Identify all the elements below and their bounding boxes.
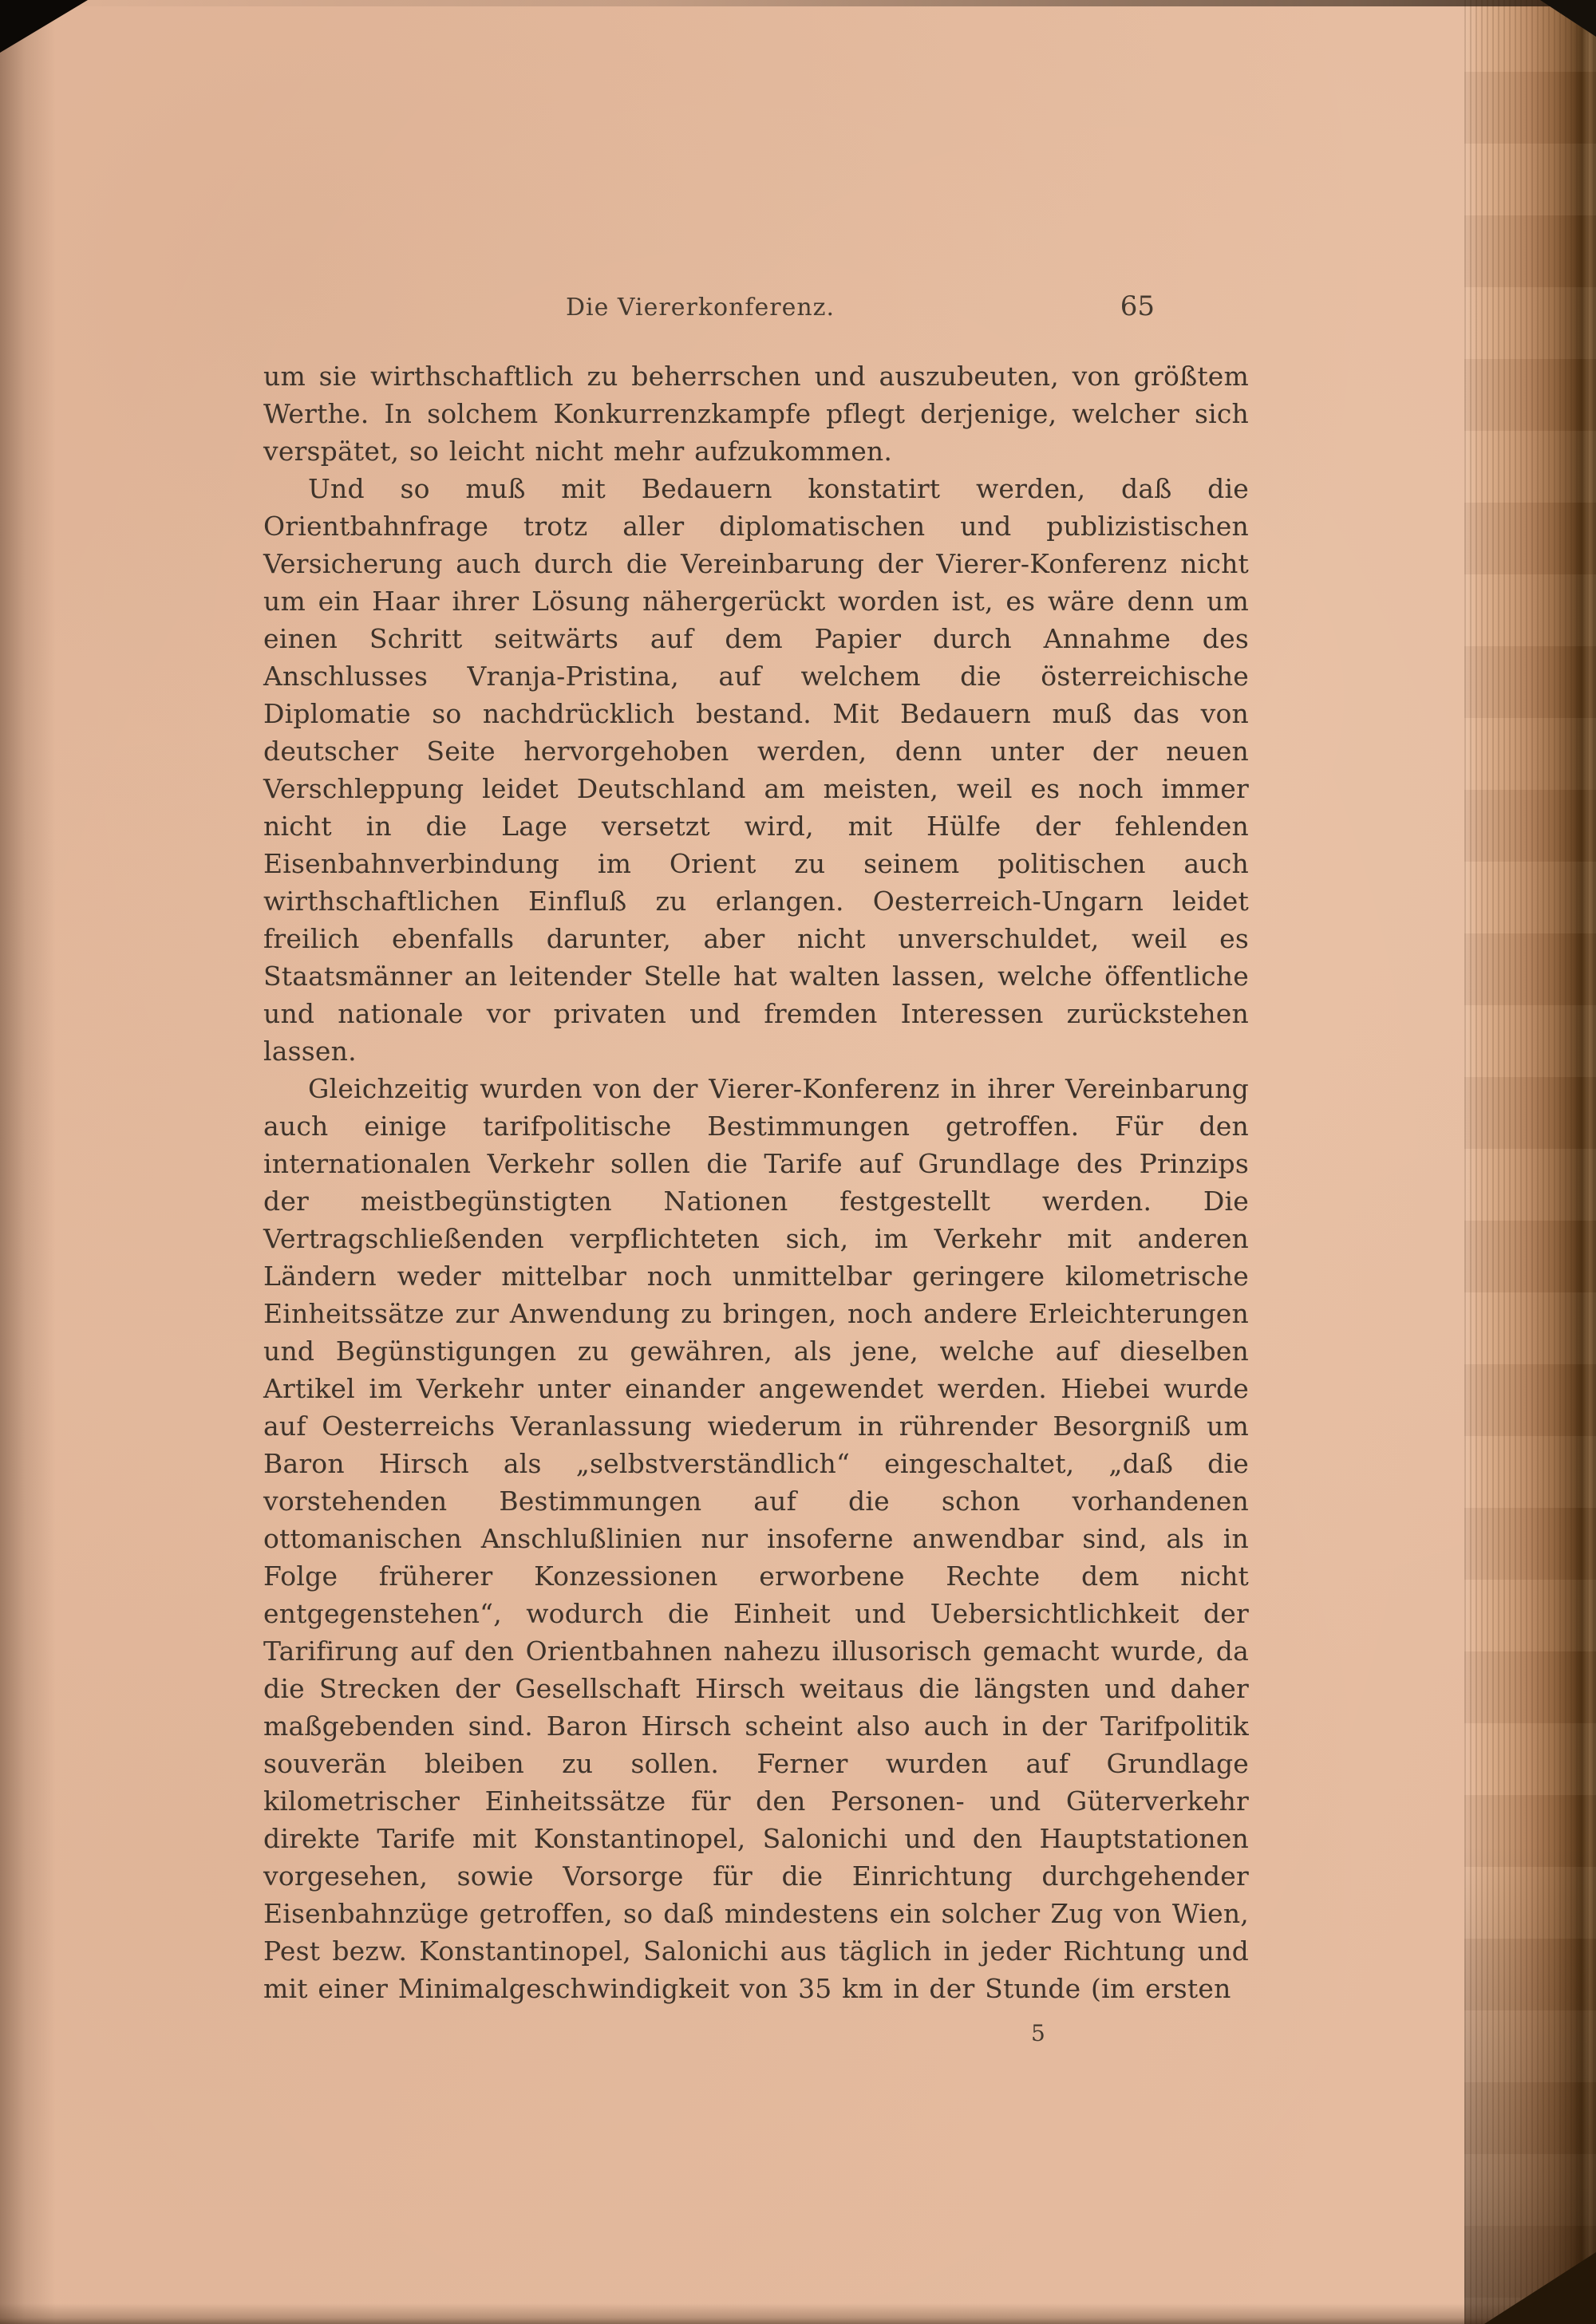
paragraph: Gleichzeitig wurden von der Vierer-Konferenz in ihrer Vereinbarung auch einige tarifpolitische Bestimmungen getroffen. Für den internationalen Verkehr sollen die Tarife auf Grundlage des Prinzips der meistbegünstigten Nationen festgestellt werden. Die Vertragschließenden verpflichteten sich, im Verkehr mit anderen Ländern weder mittelbar noch unmittelbar geringere kilometrische Einheitssätze zur Anwendung zu bringen, noch andere Erleichterungen und Begünstigungen zu gewähren, als jene, welche auf dieselben Artikel im Verkehr unter einander angewendet werden. Hiebei wurde auf Oesterreichs Veranlassung wiederum in rührender Besorgniß um Baron Hirsch als „selbstverständlich“ eingeschaltet, „daß die vorstehenden Bestimmungen auf die schon vorhandenen ottomanischen Anschlußlinien nur insoferne anwendbar sind, als in Folge früherer Konzessionen erworbene Rechte dem nicht entgegenstehen“, wodurch die Einheit und Uebersichtlichkeit der Tarifirung auf den Orientbahnen nahezu illusorisch gemacht wurde, da die Strecken der Gesellschaft Hirsch weitaus die längsten und daher maßgebenden sind. Baron Hirsch scheint also auch in der Tarifpolitik souverän bleiben zu sollen. Ferner wurden auf Grundlage kilometrischer Einheitssätze für den Personen- und Güterverkehr direkte Tarife mit Konstantinopel, Salonichi und den Hauptstationen vorgesehen, sowie Vorsorge für die Einrichtung durchgehender Eisenbahnzüge getroffen, so daß mindestens ein solcher Zug von Wien, Pest bezw. Konstantinopel, Salonichi aus täglich in jeder Richtung und mit einer Minimalgeschwindigkeit von 35 km in der Stunde (im ersten xyxy=(263,1073,1249,2004)
page-number: 65 xyxy=(1120,290,1155,322)
bottom-edge-shadow xyxy=(0,2303,1596,2324)
corner-shadow-bottom-right xyxy=(1484,2252,1596,2324)
body-text xyxy=(263,357,1249,2007)
corner-shadow-top-left xyxy=(0,0,88,53)
running-title: Die Viererkonferenz. xyxy=(565,294,836,322)
text-block xyxy=(263,290,1249,2046)
page-header xyxy=(263,290,1249,329)
corner-shadow-top-right xyxy=(1540,0,1596,37)
binding-shadow xyxy=(0,0,56,2324)
paragraph: Und so muß mit Bedauern konstatirt werden, daß die Orientbahnfrage trotz aller diplomatischen und publizistischen Versicherung auch durch die Vereinbarung der Vierer-Konferenz nicht um ein Haar ihrer Lösung nähergerückt worden ist, es wäre denn um einen Schritt seitwärts auf dem Papier durch Annahme des Anschlusses Vranja-Pristina, auf welchem die österreichische Diplomatie so nachdrücklich bestand. Mit Bedauern muß das von deutscher Seite hervorgehoben werden, denn unter der neuen Verschleppung leidet Deutschland am meisten, weil es noch immer nicht in die Lage versetzt wird, mit Hülfe der fehlenden Eisenbahnverbindung im Orient zu seinem politischen auch wirthschaftlichen Einfluß zu erlangen. Oesterreich-Ungarn leidet freilich ebenfalls darunter, aber nicht unverschuldet, weil es Staatsmänner an leitender Stelle hat walten lassen, welche öffentliche und nationale vor privaten und fremden Interessen zurückstehen lassen. xyxy=(263,473,1249,1067)
top-edge-shadow xyxy=(0,0,1596,6)
signature-mark: 5 xyxy=(1031,2020,1045,2046)
paragraph: um sie wirthschaftlich zu beherrschen und auszubeuten, von größtem Werthe. In solchem Konkurrenzkampfe pflegt derjenige, welcher sich verspätet, so leicht nicht mehr aufzukommen. xyxy=(263,361,1249,467)
